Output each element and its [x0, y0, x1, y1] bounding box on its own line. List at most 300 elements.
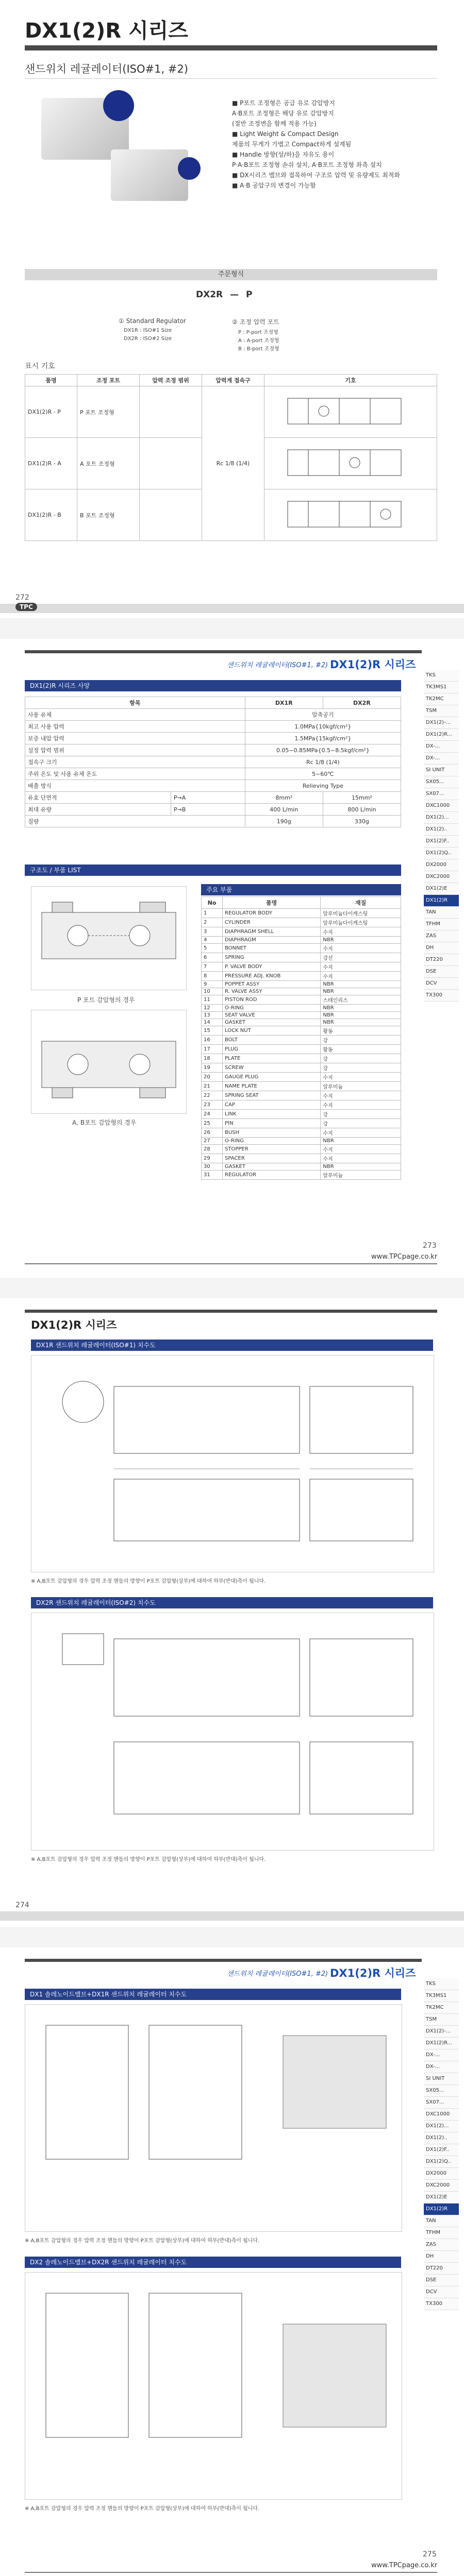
table-cell: P 포트 조정형: [77, 386, 140, 438]
table-header-cell: 품명: [25, 375, 77, 386]
page-number: 273: [423, 1242, 437, 1250]
footer-rule: [25, 2572, 437, 2573]
table-cell: B 포트 조정형: [77, 489, 140, 541]
feature-item: ■ DX시리즈 밸브와 접목하여 구조로 압력 및 유량제도 최적화: [232, 172, 400, 179]
side-nav-item[interactable]: TKS: [424, 1978, 459, 1990]
table-cell: NBR: [321, 937, 401, 944]
table-cell: 800 L/min: [323, 804, 401, 816]
table-cell: Rc 1/8 (1/4): [245, 756, 401, 768]
table-cell: NAME PLATE: [223, 1082, 321, 1091]
adjust-knob-icon: [103, 90, 134, 121]
header-subtitle: 샌드위치 레귤레이터(ISO#1, #2): [227, 1970, 328, 1978]
table-row: [202, 1163, 401, 1171]
table-cell: 190g: [245, 816, 323, 827]
feature-item: ■ Handle 방향(상/하)을 자유도 용이: [232, 151, 335, 158]
side-nav-item[interactable]: DT220: [424, 2263, 459, 2275]
side-nav-item[interactable]: DCV: [424, 2286, 459, 2298]
table-row: [25, 744, 401, 756]
header-title: DX1(2)R 시리즈: [330, 1967, 416, 1979]
side-nav-item[interactable]: ZAS: [424, 930, 459, 942]
side-nav-item[interactable]: DX1(2)R...: [424, 729, 459, 741]
side-nav-item[interactable]: DX1(2)-...: [424, 717, 459, 729]
side-nav-item[interactable]: SX05...: [424, 776, 459, 788]
side-nav-item[interactable]: TK3MS1: [424, 682, 459, 693]
table-cell: Rc 1/8 (1/4): [202, 386, 264, 541]
spec-bar: DX1(2)R 시리즈 사양: [25, 680, 401, 691]
footer-bar: [0, 604, 464, 613]
table-cell: 수지: [321, 944, 401, 953]
symbol-diagram: [264, 386, 437, 438]
side-nav-item[interactable]: TK2MC: [424, 2002, 459, 2014]
order-right-1: P : P-port 조정형: [238, 330, 278, 335]
table-cell: 6: [202, 953, 223, 962]
table-cell: 황동: [321, 1026, 401, 1036]
table-cell: 24: [202, 1110, 223, 1119]
side-nav-item[interactable]: ZAS: [424, 2239, 459, 2251]
table-cell: 5: [202, 944, 223, 953]
table-cell: 21: [202, 1082, 223, 1091]
order-code-prefix: DX2R: [196, 290, 223, 300]
table-header: [25, 375, 437, 386]
side-nav-item[interactable]: DSE: [424, 2275, 459, 2286]
dimension-drawing-dx1r: [31, 1355, 434, 1572]
table-row: [202, 1036, 401, 1045]
table-cell: 수지: [321, 1091, 401, 1100]
drawing-bar-2: DX2R 샌드위치 레귤레이터(ISO#2) 치수도: [31, 1597, 433, 1608]
table-cell: 주위 온도 및 사용 유체 온도: [25, 768, 245, 780]
table-cell: 수지: [321, 972, 401, 981]
table-cell: 압축공기: [245, 709, 401, 721]
header-subtitle: 샌드위치 레귤레이터(ISO#1, #2): [227, 662, 328, 669]
table-cell: LINK: [223, 1110, 321, 1119]
side-nav-item[interactable]: TK2MC: [424, 693, 459, 705]
table-cell: 17: [202, 1045, 223, 1054]
table-row: [202, 927, 401, 937]
table-cell: 8: [202, 972, 223, 981]
parts-caption-top: P 포트 감압형의 경우: [77, 996, 135, 1004]
table-cell: 최대 유량: [25, 804, 171, 816]
table-row: [202, 962, 401, 972]
feature-item: P·A·B포트 조정형 손쉬 설치, A·B포트 조정형 좌측 설치: [232, 161, 382, 168]
table-cell: 26: [202, 1128, 223, 1138]
table-cell: P. VALVE BODY: [223, 962, 321, 972]
side-nav-item[interactable]: SX05...: [424, 2085, 459, 2097]
table-cell: 31: [202, 1171, 223, 1180]
table-row: [202, 1128, 401, 1138]
table-cell: 수지: [321, 927, 401, 937]
table-cell: 스테인리스: [321, 995, 401, 1005]
side-nav-item[interactable]: DX-...: [424, 741, 459, 753]
footer-bar: [0, 1911, 464, 1921]
side-nav-item[interactable]: DCV: [424, 978, 459, 990]
table-cell: REGULATOR: [223, 1171, 321, 1180]
table-cell: 27: [202, 1138, 223, 1145]
table-row: [25, 386, 437, 438]
side-nav-item[interactable]: SI UNIT: [424, 2073, 459, 2085]
feature-item: 제품의 무게가 가볍고 Compact하게 설계됨: [232, 141, 352, 148]
dimension-drawing-dx2r: [31, 1613, 434, 1851]
table-row: [202, 1045, 401, 1054]
table-row: [25, 709, 401, 721]
table-cell: 수지: [321, 1128, 401, 1138]
symbol-diagram: [264, 489, 437, 541]
page-title: DX1(2)R 시리즈: [25, 19, 188, 43]
table-cell: PLUG: [223, 1045, 321, 1054]
symbol-table: [25, 374, 437, 541]
feature-item: ■ A·B 공압구의 변경이 가능함: [232, 182, 316, 189]
table-header: [25, 697, 401, 709]
side-nav-item[interactable]: DXC1000: [424, 2109, 459, 2121]
table-row: [202, 1091, 401, 1100]
side-nav-item[interactable]: SX07...: [424, 2097, 459, 2109]
header-bar: [25, 1310, 437, 1313]
table-row: [202, 1063, 401, 1073]
table-header-cell: 기호: [264, 375, 437, 386]
table-row: [202, 1171, 401, 1180]
adjust-knob-icon: [178, 157, 201, 180]
table-cell: 1.5MPa{15kgf/cm²}: [245, 733, 401, 744]
table-cell: 14: [202, 1019, 223, 1026]
table-cell: 3: [202, 927, 223, 937]
side-nav-item[interactable]: TKS: [424, 670, 459, 682]
table-row: [202, 944, 401, 953]
table-row: [25, 756, 401, 768]
table-cell: 15: [202, 1026, 223, 1036]
table-cell: NBR: [321, 981, 401, 988]
table-cell: 9: [202, 981, 223, 988]
table-header-cell: 압력계 접속구: [202, 375, 264, 386]
table-cell: 유효 단면적: [25, 792, 171, 804]
symbol-title: 표시 기호: [25, 362, 55, 370]
table-cell: R. VALVE ASSY: [223, 988, 321, 995]
side-nav-item[interactable]: DXC2000: [424, 2180, 459, 2192]
table-cell: GASKET: [223, 1163, 321, 1171]
page-273: [0, 639, 464, 1278]
table-cell: 강: [321, 1110, 401, 1119]
table-row: [25, 733, 401, 744]
side-nav-item[interactable]: DX1(2)F..: [424, 2144, 459, 2156]
page-gap: [0, 1278, 464, 1298]
table-cell: DIAPHRAGM SHELL: [223, 927, 321, 937]
side-nav-item[interactable]: DX1(2)..: [424, 2132, 459, 2144]
side-nav-item[interactable]: DX1(2)Q..: [424, 848, 459, 859]
table-cell: STOPPER: [223, 1145, 321, 1154]
table-header-cell: 품명: [223, 897, 321, 909]
table-cell: 배출 방식: [25, 780, 245, 792]
table-cell: 29: [202, 1154, 223, 1163]
side-nav-item[interactable]: TSM: [424, 705, 459, 717]
table-header-cell: DX1R: [245, 697, 323, 709]
side-nav-item[interactable]: SX07...: [424, 788, 459, 800]
side-nav-item[interactable]: DX2000: [424, 859, 459, 871]
table-header-cell: 재질: [321, 897, 401, 909]
table-cell: CYLINDER: [223, 918, 321, 927]
title-underline: [25, 45, 437, 50]
table-cell: 수지: [321, 1154, 401, 1163]
table-row: [25, 792, 401, 804]
table-cell: P→A: [171, 792, 245, 804]
header-bar: [25, 650, 422, 653]
side-nav-item[interactable]: DX2000: [424, 2168, 459, 2180]
table-cell: SPACER: [223, 1154, 321, 1163]
table-row: [202, 981, 401, 988]
side-nav-item-active[interactable]: DX1(2)R: [424, 895, 459, 907]
table-cell: 알루미늄: [321, 1082, 401, 1091]
order-left-note: ① Standard Regulator: [119, 317, 187, 325]
side-nav-item[interactable]: DX1(2)..: [424, 824, 459, 836]
table-cell: [140, 489, 202, 541]
page-gap: [0, 618, 464, 639]
page-number: 275: [423, 2550, 437, 2558]
side-nav-item[interactable]: TSM: [424, 2014, 459, 2026]
table-cell: GASKET: [223, 1019, 321, 1026]
table-cell: 강선: [321, 953, 401, 962]
table-cell: 강: [321, 1054, 401, 1063]
table-cell: 1: [202, 909, 223, 918]
table-cell: 18: [202, 1054, 223, 1063]
table-cell: 접속구 크기: [25, 756, 245, 768]
side-nav-item[interactable]: DH: [424, 2251, 459, 2263]
table-cell: 최고 사용 압력: [25, 721, 245, 733]
footer-url[interactable]: www.TPCpage.co.kr: [371, 1253, 438, 1261]
table-cell: 20: [202, 1073, 223, 1082]
order-heading: 주문형식: [25, 269, 437, 280]
table-row: [202, 972, 401, 981]
table-cell: 수지: [321, 1073, 401, 1082]
side-nav-item[interactable]: DXC2000: [424, 871, 459, 883]
table-cell: NBR: [321, 1012, 401, 1019]
drawing-note-1: ※ A,B포트 감압형의 경우 압력 조정 핸들의 방향이 P포트 감압형(상부)에 대하여 하부(반대)측이 됩니다.: [25, 2238, 260, 2244]
feature-list: [232, 98, 438, 191]
table-row: [202, 988, 401, 995]
table-cell: LOCK NUT: [223, 1026, 321, 1036]
feature-item: ■ Light Weight & Compact Design: [232, 130, 339, 138]
table-cell: [140, 438, 202, 489]
table-cell: [140, 386, 202, 438]
table-row: [202, 937, 401, 944]
table-header-cell: DX2R: [323, 697, 401, 709]
table-cell: A 포트 조정형: [77, 438, 140, 489]
table-cell: P→B: [171, 804, 245, 816]
table-row: [202, 1100, 401, 1110]
table-row: [202, 1026, 401, 1036]
side-nav-item[interactable]: DX1(2)R...: [424, 2038, 459, 2049]
table-cell: 12: [202, 1005, 223, 1012]
order-left-sub2: DX2R : ISO#2 Size: [124, 336, 172, 342]
table-cell: 황동: [321, 1045, 401, 1054]
table-cell: 질량: [25, 816, 245, 827]
side-nav-item[interactable]: TAN: [424, 2215, 459, 2227]
table-cell: SPRING SEAT: [223, 1091, 321, 1100]
table-cell: PISTON ROD: [223, 995, 321, 1005]
drawing-note-1: ※ A,B포트 감압형의 경우 압력 조정 핸들의 방향이 P포트 감압형(상부)에 대하여 하부(반대)측이 됩니다.: [31, 1579, 266, 1584]
side-nav-item[interactable]: DX1(2)F..: [424, 836, 459, 848]
drawing-bar-2: DX2 솔레노이드밸브+DX2R 샌드위치 레귤레이터 치수도: [25, 2257, 401, 2268]
page-number: 272: [15, 594, 29, 602]
table-cell: PIN: [223, 1119, 321, 1128]
table-cell: 1.0MPa{10kgf/cm²}: [245, 721, 401, 733]
table-cell: 수지: [321, 1100, 401, 1110]
feature-item: (절반 조정변을 함께 적용 가능): [232, 120, 317, 127]
table-cell: 강: [321, 1063, 401, 1073]
table-cell: 25: [202, 1119, 223, 1128]
table-row: [202, 918, 401, 927]
parts-caption-bottom: A, B포트 감압형의 경우: [72, 1119, 137, 1126]
table-header-cell: 항목: [25, 697, 245, 709]
footer-rule: [25, 1263, 437, 1264]
dimension-drawing-dx2-assembly: [25, 2272, 402, 2500]
side-nav-item[interactable]: DX-...: [424, 753, 459, 765]
table-cell: PRESSURE ADJ. KNOB: [223, 972, 321, 981]
table-cell: 수지: [321, 1145, 401, 1154]
table-cell: 0.05~0.85MPa{0.5~8.5kgf/cm²}: [245, 744, 401, 756]
table-row: [25, 804, 401, 816]
table-cell: DX1(2)R - P: [25, 386, 77, 438]
table-row: [202, 1119, 401, 1128]
table-cell: DX1(2)R - B: [25, 489, 77, 541]
table-cell: O-RING: [223, 1005, 321, 1012]
header-bar: [25, 1959, 422, 1962]
table-cell: BUSH: [223, 1128, 321, 1138]
table-cell: 강: [321, 1036, 401, 1045]
table-cell: 설정 압력 범위: [25, 744, 245, 756]
cross-section-top: [31, 886, 187, 990]
table-cell: NBR: [321, 1163, 401, 1171]
side-nav-item[interactable]: DX1(2)Q..: [424, 2156, 459, 2168]
table-cell: 11: [202, 995, 223, 1005]
brand-logo: TPC: [15, 603, 37, 611]
side-nav-item[interactable]: DH: [424, 942, 459, 954]
table-row: [202, 953, 401, 962]
table-cell: NBR: [321, 1005, 401, 1012]
table-cell: 19: [202, 1063, 223, 1073]
table-cell: 28: [202, 1145, 223, 1154]
table-cell: GAUGE PLUG: [223, 1073, 321, 1082]
side-nav-item[interactable]: TK3MS1: [424, 1990, 459, 2002]
side-nav-item[interactable]: TFHM: [424, 919, 459, 930]
parts-table: [201, 896, 401, 1180]
side-nav-item[interactable]: DX1(2)E: [424, 883, 459, 895]
drawing-bar-1: DX1 솔레노이드밸브+DX1R 샌드위치 레귤레이터 치수도: [25, 1989, 401, 2000]
drawing-bar-1: DX1R 샌드위치 레귤레이터(ISO#1) 치수도: [31, 1340, 433, 1351]
drawing-note-2: ※ A,B포트 감압형의 경우 압력 조정 핸들의 방향이 P포트 감압형(상부)에 대하여 하부(반대)측이 됩니다.: [31, 1857, 266, 1862]
table-cell: 알루미늄다이캐스팅: [321, 909, 401, 918]
order-code: DX2R — P: [196, 290, 253, 300]
drawing-note-2: ※ A,B포트 감압형의 경우 압력 조정 핸들의 방향이 P포트 감압형(상부)에 대하여 하부(반대)측이 됩니다.: [25, 2506, 260, 2512]
table-cell: 5~60℃: [245, 768, 401, 780]
table-row: [202, 1054, 401, 1063]
table-cell: 보증 내압 압력: [25, 733, 245, 744]
table-cell: SPRING: [223, 953, 321, 962]
table-header-cell: No: [202, 897, 223, 909]
page-subtitle: 샌드위치 레귤레이터(ISO#1, #2): [25, 63, 188, 75]
table-cell: 16: [202, 1036, 223, 1045]
table-cell: DX1(2)R - A: [25, 438, 77, 489]
footer-url[interactable]: www.TPCpage.co.kr: [371, 2562, 438, 2569]
table-row: [202, 1019, 401, 1026]
side-nav-item[interactable]: DXC1000: [424, 800, 459, 812]
table-cell: BOLT: [223, 1036, 321, 1045]
table-row: [202, 1005, 401, 1012]
table-cell: 22: [202, 1091, 223, 1100]
side-nav-item[interactable]: DX1(2)...: [424, 2121, 459, 2132]
table-cell: NBR: [321, 1019, 401, 1026]
table-row: [202, 995, 401, 1005]
side-nav-item[interactable]: DX1(2)-...: [424, 2026, 459, 2038]
page-275: [0, 1947, 464, 2576]
feature-item: ■ P포트 조정형은 공급 유로 감압방지: [232, 99, 335, 107]
side-nav-item[interactable]: DX-...: [424, 2061, 459, 2073]
side-nav-item[interactable]: DT220: [424, 954, 459, 966]
table-cell: 15mm²: [323, 792, 401, 804]
table-cell: DIAPHRAGM: [223, 937, 321, 944]
table-header: [202, 897, 401, 909]
feature-item: A·B포트 조정형은 해당 유로 감압방지: [232, 110, 334, 117]
table-cell: SCREW: [223, 1063, 321, 1073]
side-nav-item[interactable]: SI UNIT: [424, 765, 459, 776]
spec-table: [25, 697, 401, 827]
order-left-sub1: DX1R : ISO#1 Size: [124, 328, 172, 333]
table-cell: CAP: [223, 1100, 321, 1110]
table-row: [202, 1138, 401, 1145]
table-row: [202, 1082, 401, 1091]
side-nav-item[interactable]: TX300: [424, 2298, 459, 2310]
table-cell: 10: [202, 988, 223, 995]
table-cell: 사용 유체: [25, 709, 245, 721]
side-nav-item[interactable]: TFHM: [424, 2227, 459, 2239]
table-cell: POPPET ASSY: [223, 981, 321, 988]
table-row: [202, 1110, 401, 1119]
table-row: [202, 1145, 401, 1154]
side-nav-item[interactable]: DX1(2)...: [424, 812, 459, 824]
dimension-drawing-dx1-assembly: [25, 2004, 402, 2232]
table-row: [25, 721, 401, 733]
table-cell: 330g: [323, 816, 401, 827]
table-row: [25, 768, 401, 780]
page-title: DX1(2)R 시리즈: [31, 1319, 117, 1331]
page-272: [0, 0, 464, 618]
page-274: [0, 1298, 464, 1927]
side-nav-item-active[interactable]: DX1(2)R: [424, 2204, 459, 2215]
table-cell: O-RING: [223, 1138, 321, 1145]
symbol-diagram: [264, 438, 437, 489]
table-header-cell: 압력 조정 범위: [140, 375, 202, 386]
table-cell: 알루미늄: [321, 1171, 401, 1180]
cross-section-bottom: [31, 1010, 187, 1114]
table-row: [202, 1012, 401, 1019]
side-nav-item[interactable]: DX1(2)E: [424, 2192, 459, 2204]
side-nav-item[interactable]: DSE: [424, 966, 459, 978]
side-nav-item[interactable]: TAN: [424, 907, 459, 919]
table-cell: 4: [202, 937, 223, 944]
side-nav[interactable]: [424, 1978, 459, 2310]
side-nav-item[interactable]: DX-...: [424, 2049, 459, 2061]
table-row: [25, 816, 401, 827]
side-nav[interactable]: [424, 670, 459, 1002]
page-number: 274: [15, 1901, 29, 1909]
product-photo-small: [111, 149, 188, 201]
table-cell: 수지: [321, 962, 401, 972]
table-cell: 30: [202, 1163, 223, 1171]
table-cell: 2: [202, 918, 223, 927]
table-cell: SEAT VALVE: [223, 1012, 321, 1019]
table-cell: BONNET: [223, 944, 321, 953]
table-row: [202, 1073, 401, 1082]
side-nav-item[interactable]: TX300: [424, 990, 459, 1002]
table-cell: 400 L/min: [245, 804, 323, 816]
table-cell: 7: [202, 962, 223, 972]
order-right-3: B : B-port 조정형: [238, 346, 279, 352]
